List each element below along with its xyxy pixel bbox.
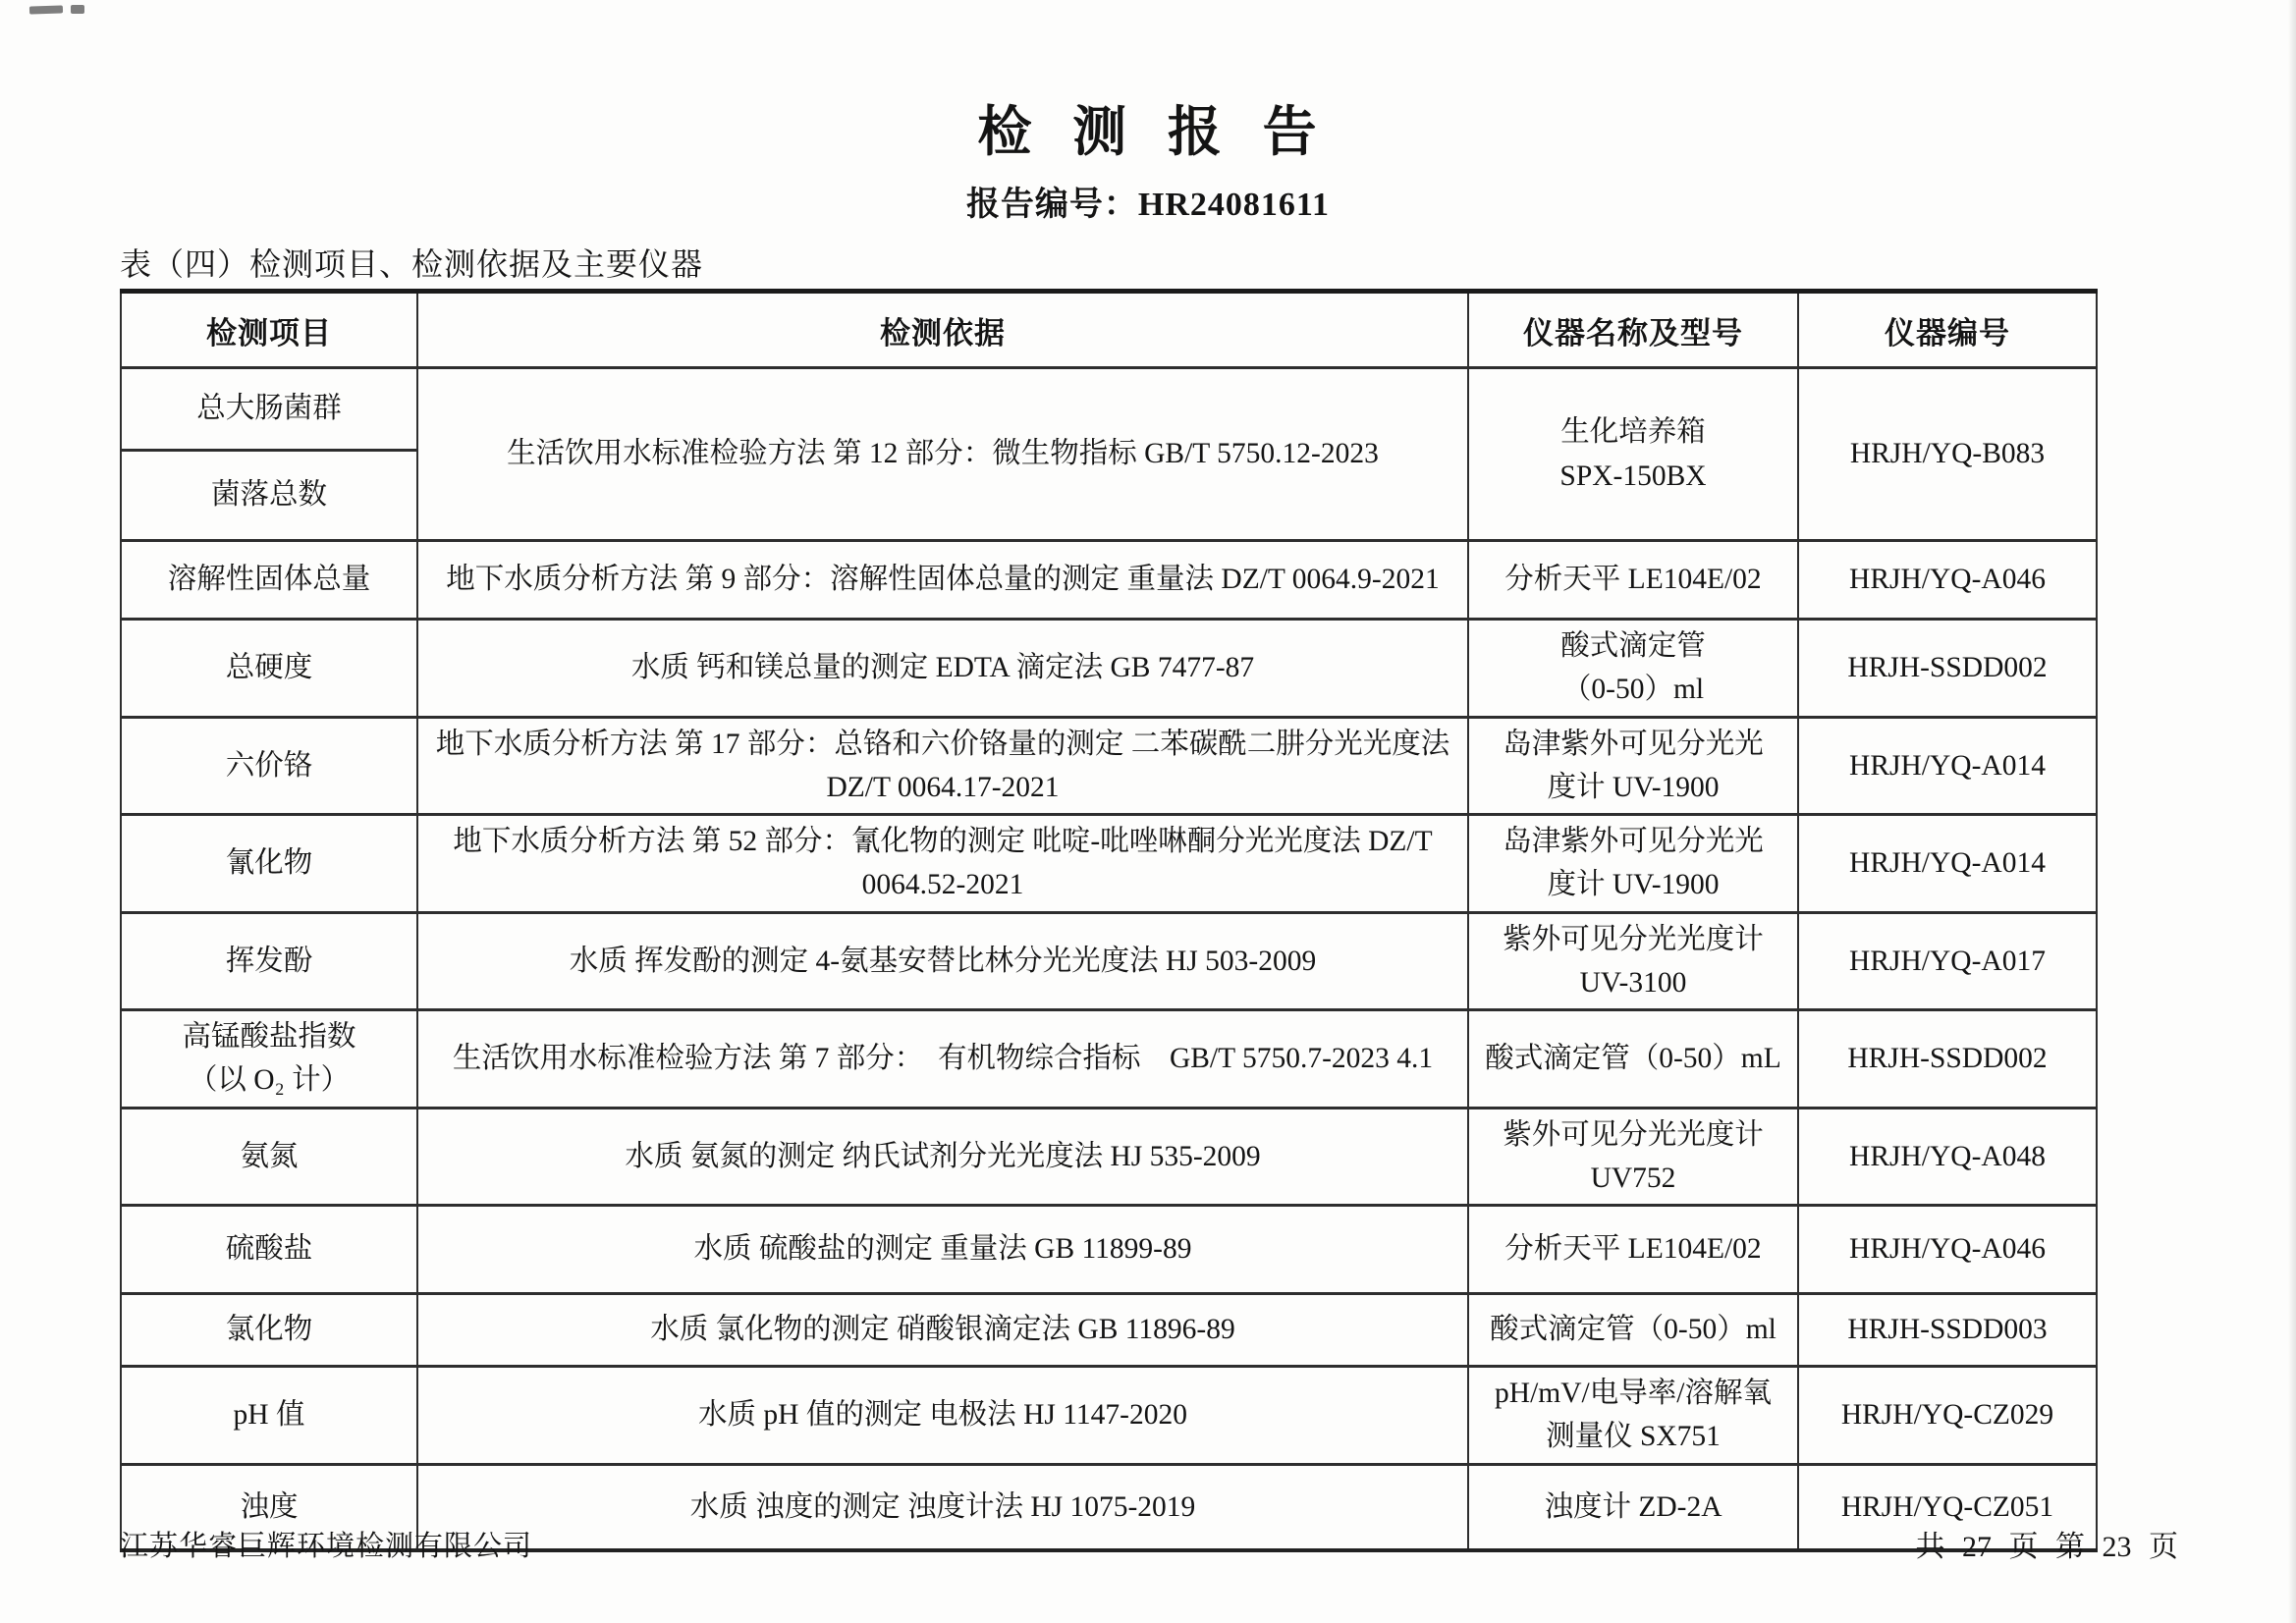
basis-cell: 地下水质分析方法 第 17 部分：总铬和六价铬量的测定 二苯碳酰二肼分光光度法 DZ/T 0064.17-2021	[417, 717, 1468, 815]
code-cell: HRJH/YQ-CZ051	[1798, 1464, 2097, 1550]
basis-cell: 生活饮用水标准检验方法 第 12 部分：微生物指标 GB/T 5750.12-2023	[417, 368, 1468, 541]
item-cell: 总硬度	[121, 620, 417, 718]
code-cell: HRJH-SSDD003	[1798, 1294, 2097, 1367]
code-cell: HRJH/YQ-A048	[1798, 1108, 2097, 1206]
code-cell: HRJH/YQ-B083	[1798, 368, 2097, 541]
table-row	[121, 912, 2097, 1010]
table-row	[121, 1367, 2097, 1465]
item-cell: pH 值	[121, 1367, 417, 1465]
instrument-cell: 浊度计 ZD-2A	[1468, 1464, 1798, 1550]
page-title: 检 测 报 告	[977, 102, 1319, 162]
table-row	[121, 1108, 2097, 1206]
table-row	[121, 1294, 2097, 1367]
basis-cell: 生活饮用水标准检验方法 第 7 部分： 有机物综合指标 GB/T 5750.7-2023 4.1	[417, 1010, 1468, 1109]
instrument-cell: 岛津紫外可见分光光 度计 UV-1900	[1468, 815, 1798, 913]
report-number: 报告编号：HR24081611	[965, 187, 1331, 223]
table-row	[121, 541, 2097, 620]
basis-cell: 水质 钙和镁总量的测定 EDTA 滴定法 GB 7477-87	[417, 620, 1468, 718]
col-header-basis: 检测依据	[417, 292, 1468, 368]
instrument-cell: 分析天平 LE104E/02	[1468, 1206, 1798, 1294]
code-cell: HRJH/YQ-A014	[1798, 815, 2097, 913]
item-cell: 氨氮	[121, 1108, 417, 1206]
instrument-cell: 酸式滴定管 （0-50）ml	[1468, 620, 1798, 718]
basis-cell: 水质 硫酸盐的测定 重量法 GB 11899-89	[417, 1206, 1468, 1294]
item-cell: 氯化物	[121, 1294, 417, 1367]
table-row	[121, 620, 2097, 718]
code-cell: HRJH/YQ-A017	[1798, 912, 2097, 1010]
page-edge-shadow	[2288, 0, 2296, 1623]
basis-cell: 水质 pH 值的测定 电极法 HJ 1147-2020	[417, 1367, 1468, 1465]
test-items-table	[120, 289, 2098, 1552]
basis-cell: 地下水质分析方法 第 52 部分：氰化物的测定 吡啶-吡唑啉酮分光光度法 DZ/T 0064.52-2021	[417, 815, 1468, 913]
item-cell: 浊度	[121, 1464, 417, 1550]
table-row	[121, 1010, 2097, 1109]
scan-artifact	[71, 5, 84, 14]
table-row	[121, 368, 2097, 451]
col-header-item: 检测项目	[121, 292, 417, 368]
item-cell: 氰化物	[121, 815, 417, 913]
instrument-cell: 岛津紫外可见分光光 度计 UV-1900	[1468, 717, 1798, 815]
scan-artifact	[29, 5, 63, 14]
company-name: 江苏华睿巨辉环境检测有限公司	[120, 1531, 533, 1562]
basis-cell: 水质 浊度的测定 浊度计法 HJ 1075-2019	[417, 1464, 1468, 1550]
table-header-row	[121, 292, 2097, 368]
basis-cell: 水质 挥发酚的测定 4-氨基安替比林分光光度法 HJ 503-2009	[417, 912, 1468, 1010]
page-number: 共 27 页 第 23 页	[1915, 1531, 2178, 1563]
code-cell: HRJH/YQ-CZ029	[1798, 1367, 2097, 1465]
item-cell: 硫酸盐	[121, 1206, 417, 1294]
code-cell: HRJH/YQ-A014	[1798, 717, 2097, 815]
item-cell: 六价铬	[121, 717, 417, 815]
basis-cell: 水质 氨氮的测定 纳氏试剂分光光度法 HJ 535-2009	[417, 1108, 1468, 1206]
instrument-cell: 酸式滴定管（0-50）ml	[1468, 1294, 1798, 1367]
table-row	[121, 717, 2097, 815]
instrument-cell: 分析天平 LE104E/02	[1468, 541, 1798, 620]
instrument-cell: 酸式滴定管（0-50）mL	[1468, 1010, 1798, 1109]
table-row	[121, 1206, 2097, 1294]
col-header-code: 仪器编号	[1798, 292, 2097, 368]
item-cell: 菌落总数	[121, 451, 417, 541]
instrument-cell: 生化培养箱 SPX-150BX	[1468, 368, 1798, 541]
table-row	[121, 815, 2097, 913]
basis-cell: 地下水质分析方法 第 9 部分：溶解性固体总量的测定 重量法 DZ/T 0064.9-2021	[417, 541, 1468, 620]
code-cell: HRJH-SSDD002	[1798, 620, 2097, 718]
code-cell: HRJH-SSDD002	[1798, 1010, 2097, 1109]
code-cell: HRJH/YQ-A046	[1798, 1206, 2097, 1294]
instrument-cell: 紫外可见分光光度计 UV752	[1468, 1108, 1798, 1206]
item-cell: 总大肠菌群	[121, 368, 417, 451]
item-cell: 挥发酚	[121, 912, 417, 1010]
item-cell: 溶解性固体总量	[121, 541, 417, 620]
item-cell: 高锰酸盐指数 （以 O₂ 计）	[121, 1010, 417, 1109]
instrument-cell: 紫外可见分光光度计 UV-3100	[1468, 912, 1798, 1010]
table-caption: 表（四）检测项目、检测依据及主要仪器	[120, 246, 704, 282]
code-cell: HRJH/YQ-A046	[1798, 541, 2097, 620]
instrument-cell: pH/mV/电导率/溶解氧 测量仪 SX751	[1468, 1367, 1798, 1465]
basis-cell: 水质 氯化物的测定 硝酸银滴定法 GB 11896-89	[417, 1294, 1468, 1367]
col-header-instrument: 仪器名称及型号	[1468, 292, 1798, 368]
